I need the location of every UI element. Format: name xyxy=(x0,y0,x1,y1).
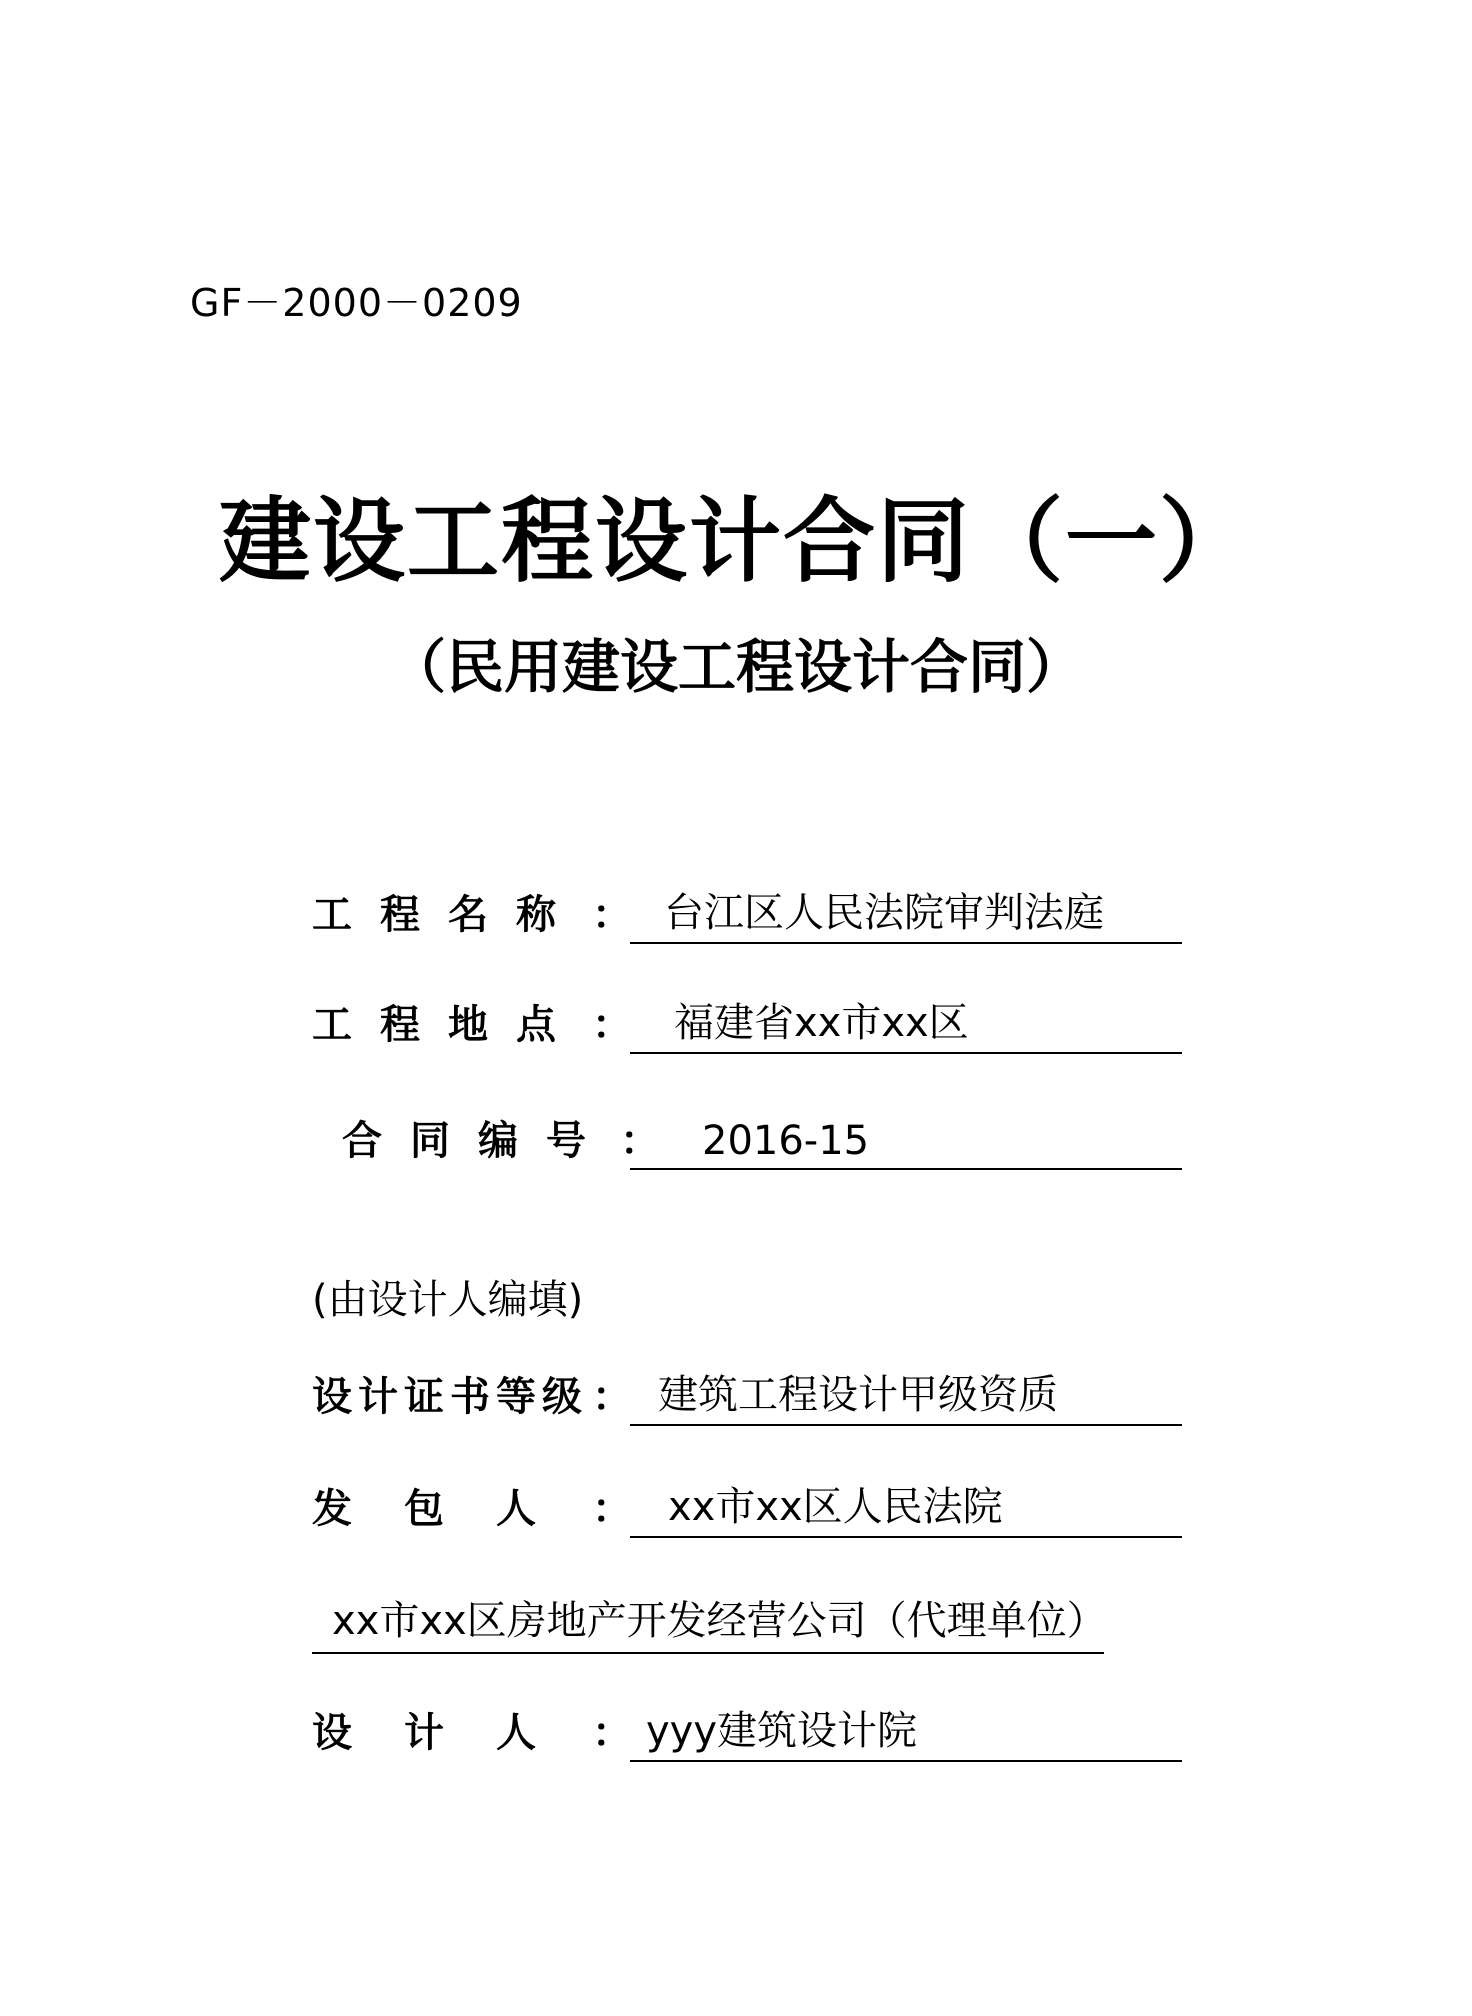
main-title: 建设工程设计合同（一） xyxy=(218,488,1253,595)
employer-label: 发包人 xyxy=(312,1486,588,1532)
employer-colon: ： xyxy=(592,1486,632,1532)
project-name-field xyxy=(312,884,1182,944)
agent-field xyxy=(312,1592,1107,1654)
project-location-label: 工程地点 xyxy=(312,1002,584,1048)
contract-number-colon: ： xyxy=(620,1118,660,1164)
certificate-level-label: 设计证书等级 xyxy=(312,1374,588,1420)
document-code: GF－2000－0209 xyxy=(190,281,523,325)
contract-number-value: 2016-15 xyxy=(702,1118,870,1164)
certificate-level-field xyxy=(312,1366,1182,1426)
contract-number-label: 合同编号 xyxy=(342,1118,614,1164)
project-location-underline xyxy=(630,1052,1182,1054)
designer-label: 设计人 xyxy=(312,1710,588,1756)
designer-colon: ： xyxy=(592,1710,632,1756)
certificate-level-underline xyxy=(630,1424,1182,1426)
project-location-value: 福建省xx市xx区 xyxy=(674,1000,969,1046)
employer-value: xx市xx区人民法院 xyxy=(668,1484,1003,1530)
employer-underline xyxy=(630,1536,1182,1538)
project-name-label: 工程名称 xyxy=(312,892,584,938)
sub-title: （民用建设工程设计合同） xyxy=(387,633,1084,701)
designer-field xyxy=(312,1702,1182,1762)
project-name-colon: ： xyxy=(592,892,632,938)
designer-underline xyxy=(630,1760,1182,1762)
employer-field xyxy=(312,1478,1182,1538)
designer-value: yyy建筑设计院 xyxy=(646,1708,918,1754)
certificate-level-colon: ： xyxy=(592,1374,632,1420)
project-location-colon: ： xyxy=(592,1002,632,1048)
agent-value: xx市xx区房地产开发经营公司（代理单位） xyxy=(332,1598,1107,1644)
project-location-field xyxy=(312,994,1182,1054)
certificate-level-value: 建筑工程设计甲级资质 xyxy=(658,1372,1058,1418)
contract-number-underline xyxy=(630,1168,1182,1170)
project-name-underline xyxy=(630,942,1182,944)
contract-number-field xyxy=(312,1110,1182,1170)
filled-by-designer-note: (由设计人编填) xyxy=(312,1277,584,1323)
project-name-value: 台江区人民法院审判法庭 xyxy=(664,890,1104,936)
